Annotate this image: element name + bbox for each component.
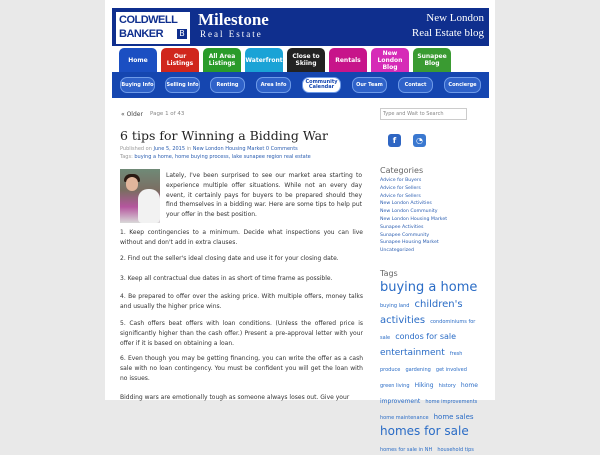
category-link[interactable]: Sunapee Community [380, 232, 430, 238]
tag-link[interactable]: history [438, 383, 456, 389]
nav-tab-our-listings[interactable]: Our Listings [161, 48, 199, 72]
category-link[interactable]: New London Community [380, 209, 438, 215]
subnav-buying-info[interactable]: Buying Info [120, 77, 155, 93]
nav-tab-home[interactable]: Home [119, 48, 157, 72]
blog-title-line-1: New London [426, 12, 484, 24]
post-meta [120, 146, 298, 152]
coldwell-banker-logo[interactable] [115, 11, 191, 45]
tag-link[interactable]: home improvement [380, 382, 478, 405]
tag-link[interactable]: home sales [433, 413, 474, 421]
nav-tab-sunapee-blog[interactable]: Sunapee Blog [413, 48, 451, 72]
subnav-community-calendar[interactable]: Community Calendar [302, 77, 341, 93]
category-link[interactable]: New London Housing Market [380, 216, 448, 222]
tag-link[interactable]: buying land [380, 303, 410, 309]
post-title[interactable]: 6 tips for Winning a Bidding War [120, 128, 329, 143]
tag-link[interactable]: fresh produce [380, 351, 463, 373]
post-paragraph-5: 5. Cash offers beat offers with loan conditions. (Unless the offered price is significantly higher than the cash offer.) Present a pre-approval letter with your offer if it is based on obtaining a loan. [120, 320, 363, 347]
category-link[interactable]: Advice for Sellers [380, 193, 421, 199]
older-posts-link[interactable]: « Older [121, 111, 143, 118]
rss-icon[interactable]: ◔ [413, 134, 426, 147]
post-tag-links[interactable]: buying a home, home buying process, lake sunapee region real estate [134, 154, 311, 160]
page [105, 0, 495, 453]
post-comments-link[interactable]: 0 Comments [265, 146, 298, 152]
post-intro: Lately, I've been surprised to see our market area starting to experience multiple offer situations. While not an every day event, it certainly pays for buyers to be prepared should they find themselves in a bidding war. Here are some tips to help put your offer in the best position. [166, 172, 362, 219]
published-prefix: Published on [120, 146, 152, 152]
logo-badge: B [177, 29, 187, 39]
post-tags [120, 154, 311, 160]
tag-link[interactable]: gardening [405, 367, 431, 373]
categories-list [380, 177, 447, 255]
post-paragraph-1: 1. Keep contingencies to a minimum. Decide what inspections you can live without and don't add in extra clauses. [120, 229, 363, 246]
subnav-selling-info[interactable]: Selling Info [165, 77, 200, 93]
in-word: in [186, 146, 192, 152]
tag-link[interactable]: homes for sale [380, 424, 469, 438]
subnav-concierge[interactable]: Concierge [444, 77, 481, 93]
post-paragraph-4: 4. Be prepared to offer over the asking price. With multiple offers, money talks and usually the higher price wins. [120, 293, 363, 310]
logo-line-2: BANKER [119, 28, 164, 40]
tag-link[interactable]: children's activities [380, 299, 463, 326]
nav-tab-waterfront[interactable]: Waterfront [245, 48, 283, 72]
category-link[interactable]: Uncategorized [380, 248, 414, 254]
nav-tab-rentals[interactable]: Rentals [329, 48, 367, 72]
tag-cloud [380, 278, 480, 454]
tags-heading: Tags [380, 269, 398, 278]
post-paragraph-3: 3. Keep all contractual due dates in as short of time frame as possible. [120, 275, 333, 282]
photo-dog [138, 189, 160, 223]
brand-name[interactable]: Milestone [198, 10, 269, 29]
photo-face [126, 177, 138, 191]
subnav-renting[interactable]: Renting [210, 77, 245, 93]
tag-link[interactable]: buying a home [380, 280, 478, 295]
subnav-area-info[interactable]: Area Info [256, 77, 291, 93]
tag-link[interactable]: home improvements [425, 399, 478, 405]
category-link[interactable]: Sunapee Activities [380, 224, 424, 230]
subnav-contact[interactable]: Contact [398, 77, 433, 93]
nav-tab-all-area-listings[interactable]: All Area Listings [203, 48, 241, 72]
categories-heading: Categories [380, 166, 424, 175]
tags-prefix: Tags: [120, 154, 133, 160]
nav-tab-new-london-blog[interactable]: New London Blog [371, 48, 409, 72]
blog-title-line-2: Real Estate blog [411, 27, 484, 39]
tag-link[interactable]: household tips [437, 447, 474, 453]
search-input[interactable]: Type and Wait to Search [380, 108, 467, 120]
author-photo [120, 169, 160, 223]
tag-link[interactable]: condominiums for sale [380, 319, 476, 341]
category-link[interactable]: New London Activities [380, 201, 432, 207]
tag-link[interactable]: condos for sale [395, 332, 457, 341]
subnav-our-team[interactable]: Our Team [352, 77, 387, 93]
tag-link[interactable]: Hiking [414, 382, 434, 389]
tag-link[interactable]: entertainment [380, 348, 445, 358]
page-indicator: Page 1 of 43 [150, 111, 185, 117]
brand-subtitle: Real Estate [200, 29, 263, 39]
category-link[interactable]: Advice for Sellers [380, 185, 421, 191]
post-paragraph-2: 2. Find out the seller's ideal closing date and use it for your closing date. [120, 255, 339, 262]
tag-link[interactable]: get involved [435, 367, 467, 373]
sidebar [378, 0, 490, 453]
tag-link[interactable]: green living [380, 383, 410, 389]
post-paragraph-6: 6. Even though you may be getting financing, you can write the offer as a cash sale with no loan contingency. You must be confident you will get the loan with no issues. [120, 355, 363, 382]
tag-link[interactable]: homes for sale in NH [380, 447, 433, 453]
post-paragraph-7: Bidding wars are emotionally tough as someone always loses out. Give your [120, 394, 350, 401]
facebook-icon[interactable]: f [388, 134, 401, 147]
tag-link[interactable]: home maintenance [380, 415, 429, 421]
post-category-link[interactable]: New London Housing Market [192, 146, 265, 152]
post-date[interactable]: June 5, 2015 [153, 146, 186, 152]
nav-tab-close-to-skiing[interactable]: Close to Skiing [287, 48, 325, 72]
category-link[interactable]: Sunapee Housing Market [380, 240, 439, 246]
category-link[interactable]: Advice for Buyers [380, 178, 422, 183]
logo-line-1: COLDWELL [119, 14, 178, 26]
